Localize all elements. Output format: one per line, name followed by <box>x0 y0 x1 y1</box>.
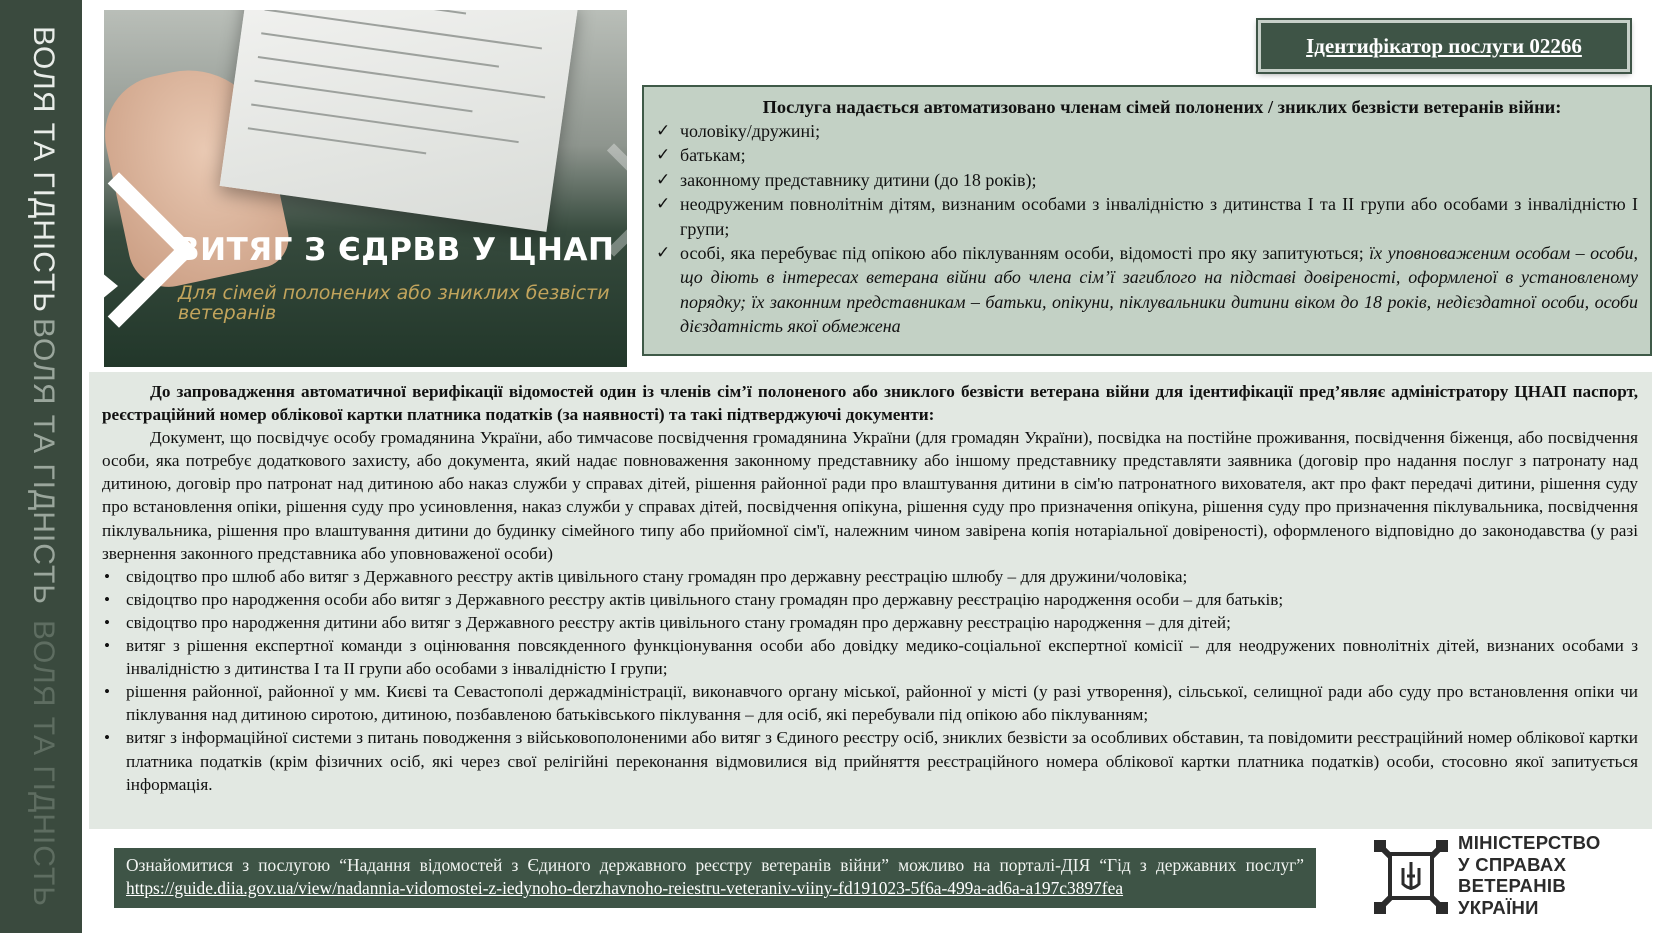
checkmark-icon: ✓ <box>656 145 671 166</box>
bullet-icon: • <box>104 589 111 609</box>
list-item: • витяг з рішення експертної команди з оцінювання повсякденного функціонування особи або довідку медико-соціальної експертної комісії – для неодружених повнолітніх дітей, визнаних особами з інвалідністю з дитинства I та II групи або особами з інвалідністю I групи; <box>104 636 1638 679</box>
authorized-persons-text: їх уповноваженим особам – особи, що діють в інтересах ветерана війни або члена сім’ї загиблого на підставі довіреності, оформленої в установленому порядку; їх законним представникам – батьки, опікуни, піклувальники дитини віком до 18 років, недієздатної особи, особи дієздатність якої обмежена <box>680 243 1638 337</box>
checkmark-icon: ✓ <box>656 243 671 264</box>
list-item: ✓ законному представнику дитини (до 18 років); <box>656 168 1638 192</box>
list-item: ✓ чоловіку/дружині; <box>656 119 1638 143</box>
list-item: • свідоцтво про народження дитини або витяг з Державного реєстру актів цивільного стану громадян про державну реєстрацію народження – для дітей; <box>102 611 1638 634</box>
list-item: • витяг з інформаційної системи з питань поводження з військовополоненими або витяг з Єдиного реєстру осіб, зниклих безвісти за особливих обставин, та повідомити реєстраційний номер облікової картки платника податків (крім фізичних осіб, які через свої релігійні переконання відмовилися від прийняття реєстраційного номера облікової картки платника податків) особи, стосовно якої запитується інформація. <box>104 728 1638 794</box>
sidebar-motto: ВОЛЯ ТА ГІДНІСТЬ <box>27 318 60 605</box>
list-item: ✓ батькам; <box>656 143 1638 167</box>
arrow-tip-icon <box>104 268 118 304</box>
recipients-list <box>656 119 1638 339</box>
bullet-icon: • <box>104 682 111 702</box>
service-recipients-box <box>642 85 1652 356</box>
banner-image <box>104 10 627 367</box>
list-item: • рішення районної, районної у мм. Києві та Севастополі держадміністрації, виконавчого органу міської, районної у місті (у разі утворення), сільської, селищної ради або суду про встановлення опіки чи піклування над дитиною сиротою, дитиною, позбавленою батьківського піклування – для осіб, які перебували під опікою або піклуванням; <box>104 682 1638 725</box>
identity-document-paragraph: Документ, що посвідчує особу громадянина України, або тимчасове посвідчення громадянина України (для громадян України), посвідка на постійне проживання, посвідчення біженця, або посвідчення особи, яка потребує додаткового захисту, або документа, який надає повноваження законному представнику або іншому представнику представляти заявника (договір про надання послуг з патронату над дитиною, договір про патронат над дитиною або наказ служби у справах дітей, рішення районної ради про влаштування дитини в сім'ю патронатного вихователя, акт про факт передачі дитини, рішення суду про встановлення опіки, рішення суду про усиновлення, наказ служби у справах дітей, посвідчення опікуна, рішення суду про призначення опікуна, рішення суду про призначення піклувальника, посвідчення піклувальника, рішення про влаштування дитини до будинку сімейного типу або прийомної сім'ї, належним чином завірена копія нотаріальної довіреності), оформленого відповідно до законодавства (у разі звернення законного представника або уповноваженої особи) <box>102 428 1638 563</box>
list-item: ✓ неодруженим повнолітнім дітям, визнаним особами з інвалідністю з дитинства I та II групи або особами з інвалідністю I групи; <box>656 194 1638 239</box>
sidebar <box>0 0 82 933</box>
required-documents-box <box>89 372 1652 829</box>
checkmark-icon: ✓ <box>656 194 671 215</box>
sidebar-motto: ВОЛЯ ТА ГІДНІСТЬ <box>27 26 60 313</box>
service-id-label: Ідентифікатор послуги 02266 <box>1306 33 1582 58</box>
banner-subtitle: Для сімей полонених або зниклих безвісти ветеранів <box>178 282 610 324</box>
list-item: • свідоцтво про народження особи або витяг з Державного реєстру актів цивільного стану громадян про державну реєстрацію народження особи – для батьків; <box>102 588 1638 611</box>
documents-heading: До запровадження автоматичної верифікації відомостей один із членів сім’ї полоненого або зниклого безвісти ветерана війни для ідентифікації пред’являє адміністратору ЦНАП паспорт, реєстраційний номер облікової картки платника податків (за наявності) та такі підтверджуючі документи: <box>102 382 1638 425</box>
diia-guide-text: Ознайомитися з послугою “Надання відомостей з Єдиного державного реєстру ветеранів війни” можливо на порталі-ДІЯ “Гід з державних послуг” <box>126 855 1304 875</box>
ministry-name: МІНІСТЕРСТВО У СПРАВАХ ВЕТЕРАНІВ УКРАЇНИ <box>1458 832 1601 918</box>
sidebar-motto: ВОЛЯ ТА ГІДНІСТЬ <box>27 620 60 907</box>
bullet-icon: • <box>104 728 111 748</box>
list-item: • свідоцтво про шлюб або витяг з Державного реєстру актів цивільного стану громадян про державну реєстрацію шлюбу – для дружини/чоловіка; <box>102 565 1638 588</box>
banner-title: ВИТЯГ З ЄДРВВ У ЦНАП <box>176 232 615 268</box>
checkmark-icon: ✓ <box>656 121 671 141</box>
service-id-badge <box>1258 20 1630 72</box>
bullet-icon: • <box>104 612 111 632</box>
ministry-emblem-icon <box>1366 832 1456 920</box>
bullet-icon: • <box>104 566 111 586</box>
service-heading: Послуга надається автоматизовано членам сімей полонених / зниклих безвісти ветеранів війни: <box>762 97 1562 117</box>
documents-list <box>102 565 1638 796</box>
diia-guide-link[interactable]: https://guide.diia.gov.ua/view/nadannia-vidomostei-z-iedynoho-derzhavnoho-reiestru-veteraniv-viiny-fd191023-5f6a-499a-ad6a-a197c3897fea <box>126 878 1124 898</box>
bullet-icon: • <box>104 636 111 656</box>
diia-guide-box <box>114 848 1316 908</box>
checkmark-icon: ✓ <box>656 169 671 190</box>
list-item: ✓ особі, яка перебуває під опікою або піклуванням особи, відомості про яку запитуються; їх уповноваженим особам – особи, що діють в інтересах ветерана війни або члена сім’ї загиблого на підставі довіреності, оформленої в установленому порядку; їх законним представникам – батьки, опікуни, піклувальники дитини віком до 18 років, недієздатної особи, особи дієздатність якої обмежена <box>656 243 1638 337</box>
